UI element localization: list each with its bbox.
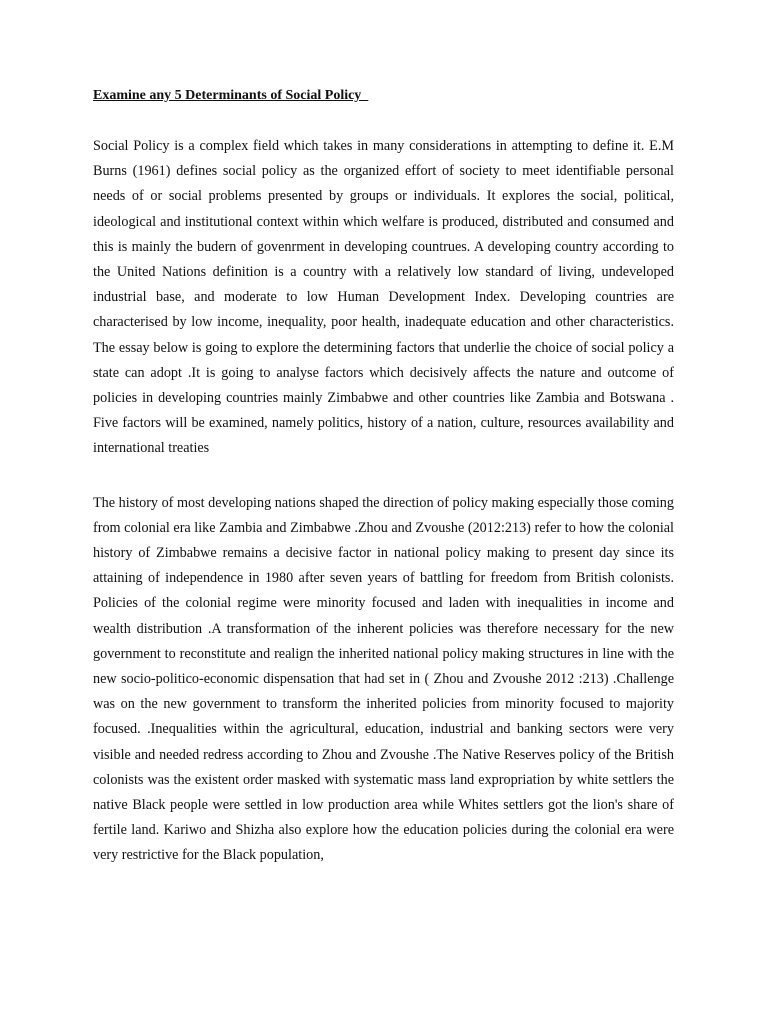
document-body (93, 86, 674, 869)
paragraph-intro: Social Policy is a complex field which takes in many considerations in attempting to define it. E.M Burns (1961) defines social policy as the organized effort of society to meet identifiable personal needs of or social problems presented by groups or individuals. It explores the social, political, ideological and institutional context within which welfare is produced, distributed and consumed and this is mainly the budern of govenrment in developing countrues. A developing country according to the United Nations definition is a country with a relatively low standard of living, undeveloped industrial base, and moderate to low Human Development Index. Developing countries are characterised by low income, inequality, poor health, inadequate education and other characteristics. The essay below is going to explore the determining factors that underlie the choice of social policy a state can adopt .It is going to analyse factors which decisively affects the nature and outcome of policies in developing countries mainly Zimbabwe and other countries like Zambia and Botswana . Five factors will be examined, namely politics, history of a nation, culture, resources availability and international treaties (93, 138, 674, 457)
document-title: Examine any 5 Determinants of Social Policy (93, 88, 369, 103)
paragraph-history: The history of most developing nations shaped the direction of policy making especially those coming from colonial era like Zambia and Zimbabwe .Zhou and Zvoushe (2012:213) refer to how the colonial history of Zimbabwe remains a decisive factor in national policy making to present day since its attaining of independence in 1980 after seven years of battling for freedom from British colonists. Policies of the colonial regime were minority focused and laden with inequalities in income and wealth distribution .A transformation of the inherent policies was therefore necessary for the new government to reconstitute and realign the inherited national policy making structures in line with the new socio-politico-economic dispensation that had set in ( Zhou and Zvoushe 2012 :213) .Challenge was on the new government to transform the inherited policies from minority focused to majority focused. .Inequalities within the agricultural, education, industrial and banking sectors were very visible and needed redress according to Zhou and Zvoushe .The Native Reserves policy of the British colonists was the existent order masked with systematic mass land expropriation by white settlers the native Black people were settled in low production area while Whites settlers got the lion's share of fertile land. Kariwo and Shizha also explore how the education policies during the colonial era were very restrictive for the Black population, (93, 494, 674, 864)
